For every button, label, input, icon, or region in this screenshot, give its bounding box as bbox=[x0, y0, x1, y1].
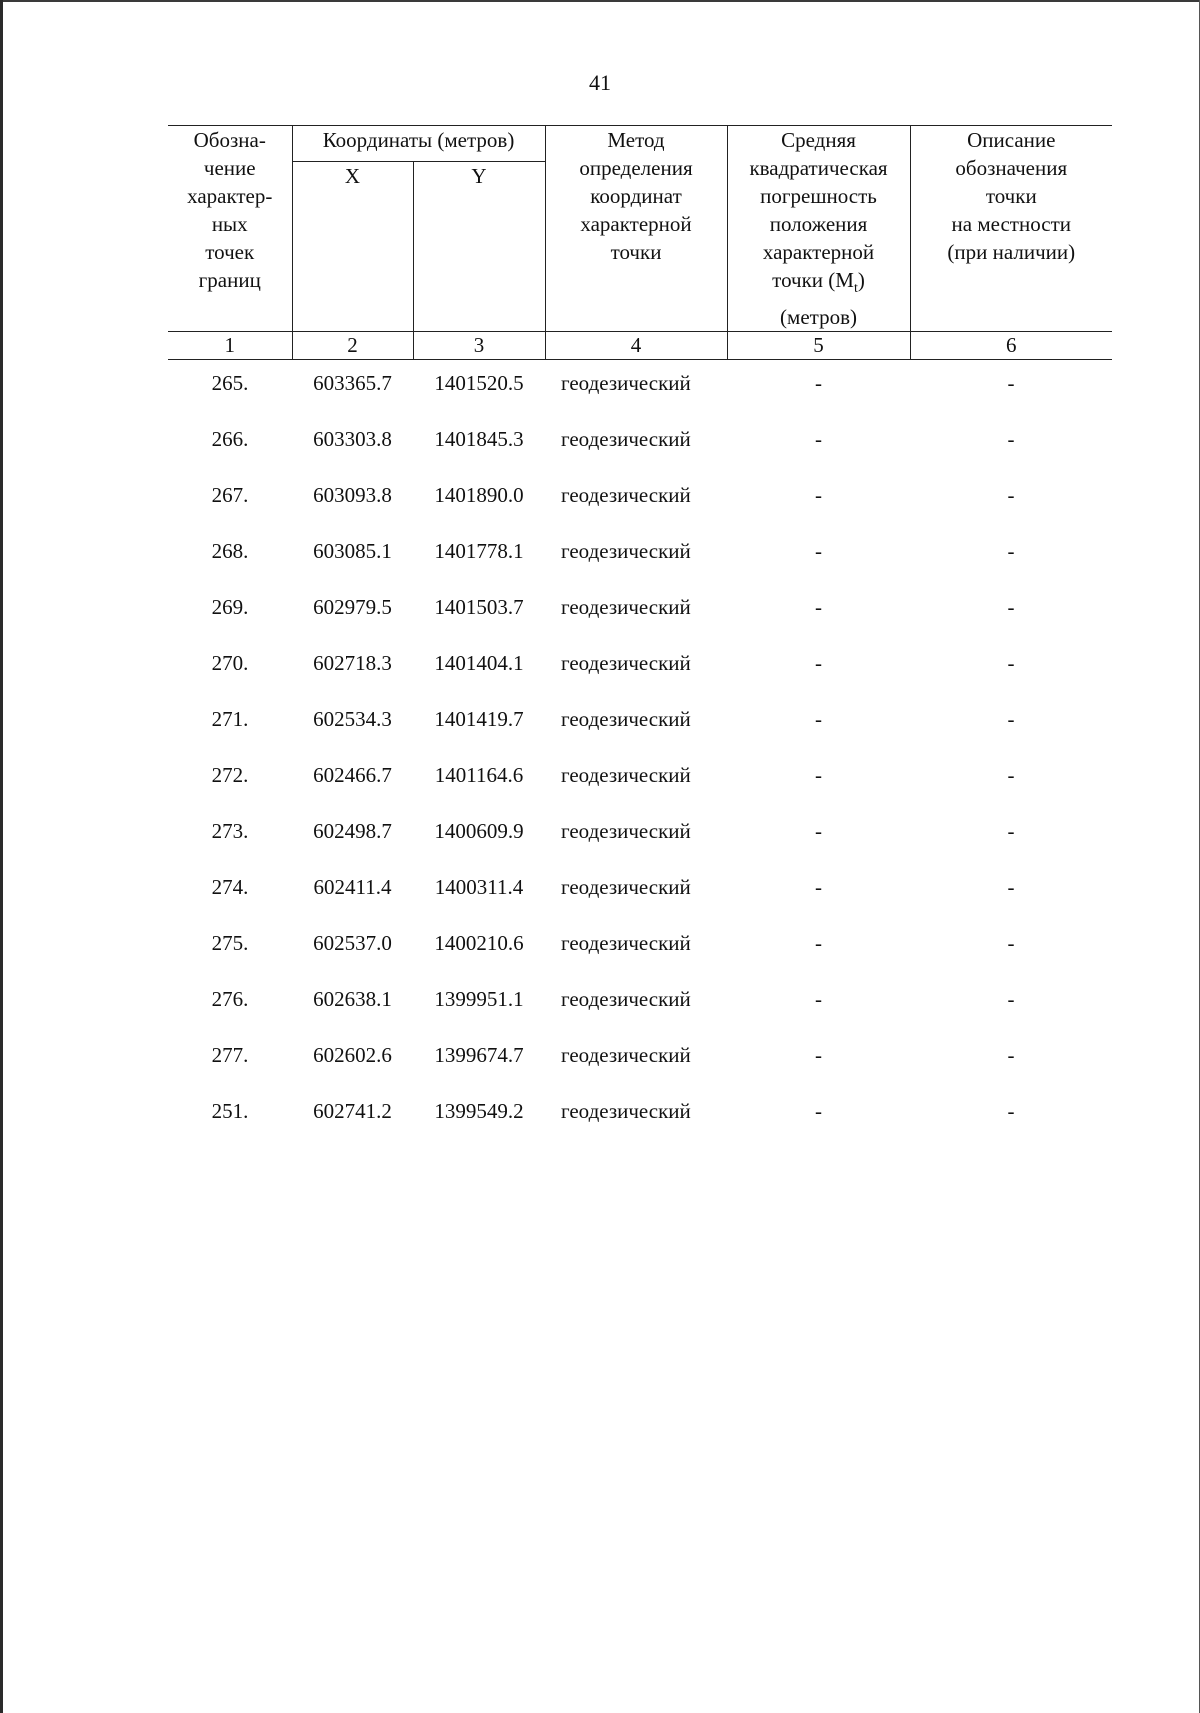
x-cell: 602466.7 bbox=[313, 763, 392, 788]
error-cell: - bbox=[815, 819, 823, 844]
point-cell: 274. bbox=[211, 875, 249, 900]
x-cell: 602638.1 bbox=[313, 987, 392, 1012]
method-cell: геодезический bbox=[561, 1043, 691, 1068]
error-cell: - bbox=[815, 595, 823, 620]
column-number: 5 bbox=[727, 332, 910, 360]
header-error-line: характерной bbox=[762, 240, 875, 264]
point-cell: 271. bbox=[211, 707, 249, 732]
table-row bbox=[168, 528, 1112, 584]
error-cell: - bbox=[815, 987, 823, 1012]
description-cell: - bbox=[1007, 371, 1015, 396]
method-cell: геодезический bbox=[561, 875, 691, 900]
header-error-mt-subscript: t bbox=[853, 281, 858, 297]
y-cell: 1399674.7 bbox=[434, 1043, 524, 1068]
header-point-designation-line: характер- bbox=[187, 184, 273, 208]
header-error-mt-close: ) bbox=[857, 268, 865, 292]
y-cell: 1401520.5 bbox=[434, 371, 524, 396]
y-cell: 1400311.4 bbox=[434, 875, 524, 900]
header-description-line: на местности bbox=[951, 212, 1071, 236]
x-cell: 603093.8 bbox=[313, 483, 392, 508]
table-row bbox=[168, 864, 1112, 920]
y-cell: 1401503.7 bbox=[434, 595, 524, 620]
header-method-line: Метод bbox=[607, 128, 665, 152]
page-number: 41 bbox=[589, 70, 611, 95]
x-cell: 602979.5 bbox=[313, 595, 392, 620]
header-point-designation-line: ных bbox=[211, 212, 248, 236]
y-cell: 1401164.6 bbox=[434, 763, 524, 788]
error-cell: - bbox=[815, 483, 823, 508]
description-cell: - bbox=[1007, 651, 1015, 676]
description-cell: - bbox=[1007, 595, 1015, 620]
error-cell: - bbox=[815, 371, 823, 396]
description-cell: - bbox=[1007, 875, 1015, 900]
scan-edge-top bbox=[0, 0, 1200, 2]
y-cell: 1399951.1 bbox=[434, 987, 524, 1012]
description-cell: - bbox=[1007, 427, 1015, 452]
point-cell: 265. bbox=[211, 371, 249, 396]
header-description-line: точки bbox=[985, 184, 1037, 208]
description-cell: - bbox=[1007, 1043, 1015, 1068]
header-error-line: квадратическая bbox=[749, 156, 888, 180]
point-cell: 273. bbox=[211, 819, 249, 844]
header-error-line: (метров) bbox=[780, 305, 857, 330]
header-point-designation-line: Обозна- bbox=[193, 128, 266, 152]
point-cell: 276. bbox=[211, 987, 249, 1012]
error-cell: - bbox=[815, 427, 823, 452]
point-cell: 270. bbox=[211, 651, 249, 676]
description-cell: - bbox=[1007, 819, 1015, 844]
description-cell: - bbox=[1007, 931, 1015, 956]
header-error bbox=[727, 126, 910, 332]
header-error-line-mt bbox=[728, 266, 910, 303]
table-row bbox=[168, 696, 1112, 752]
header-method-line: координат bbox=[590, 184, 682, 208]
x-cell: 603085.1 bbox=[313, 539, 392, 564]
method-cell: геодезический bbox=[561, 651, 691, 676]
method-cell: геодезический bbox=[561, 707, 691, 732]
y-cell: 1400609.9 bbox=[434, 819, 524, 844]
x-cell: 602741.2 bbox=[313, 1099, 392, 1124]
header-y: Y bbox=[413, 161, 545, 331]
table-row bbox=[168, 640, 1112, 696]
header-point-designation-line: точек bbox=[205, 240, 255, 264]
header-error-line: положения bbox=[769, 212, 868, 236]
method-cell: геодезический bbox=[561, 427, 691, 452]
column-number: 1 bbox=[168, 332, 292, 360]
error-cell: - bbox=[815, 1043, 823, 1068]
y-cell: 1401778.1 bbox=[434, 539, 524, 564]
header-x: X bbox=[292, 161, 413, 331]
description-cell: - bbox=[1007, 539, 1015, 564]
header-point-designation-line: границ bbox=[198, 268, 261, 292]
y-cell: 1401890.0 bbox=[434, 483, 524, 508]
description-cell: - bbox=[1007, 987, 1015, 1012]
x-cell: 602534.3 bbox=[313, 707, 392, 732]
method-cell: геодезический bbox=[561, 539, 691, 564]
table-row bbox=[168, 584, 1112, 640]
table-row bbox=[168, 1088, 1112, 1144]
header-error-mt-text: точки (M bbox=[772, 268, 854, 292]
method-cell: геодезический bbox=[561, 987, 691, 1012]
point-cell: 275. bbox=[211, 931, 249, 956]
x-cell: 602498.7 bbox=[313, 819, 392, 844]
error-cell: - bbox=[815, 875, 823, 900]
point-cell: 266. bbox=[211, 427, 249, 452]
table-row bbox=[168, 1032, 1112, 1088]
method-cell: геодезический bbox=[561, 595, 691, 620]
table-row bbox=[168, 920, 1112, 976]
header-method-line: определения bbox=[579, 156, 693, 180]
error-cell: - bbox=[815, 1099, 823, 1124]
y-cell: 1399549.2 bbox=[434, 1099, 524, 1124]
x-cell: 602411.4 bbox=[313, 875, 392, 900]
table-row bbox=[168, 360, 1112, 417]
description-cell: - bbox=[1007, 483, 1015, 508]
table-row bbox=[168, 808, 1112, 864]
header-method bbox=[545, 126, 727, 332]
description-cell: - bbox=[1007, 707, 1015, 732]
method-cell: геодезический bbox=[561, 819, 691, 844]
method-cell: геодезический bbox=[561, 371, 691, 396]
point-cell: 267. bbox=[211, 483, 249, 508]
header-point-designation bbox=[168, 126, 292, 332]
header-method-line: точки bbox=[610, 240, 662, 264]
point-cell: 272. bbox=[211, 763, 249, 788]
error-cell: - bbox=[815, 763, 823, 788]
x-cell: 603303.8 bbox=[313, 427, 392, 452]
x-cell: 602537.0 bbox=[313, 931, 392, 956]
y-cell: 1400210.6 bbox=[434, 931, 524, 956]
coordinates-table bbox=[168, 125, 1112, 1144]
error-cell: - bbox=[815, 931, 823, 956]
column-number: 6 bbox=[910, 332, 1112, 360]
error-cell: - bbox=[815, 707, 823, 732]
point-cell: 268. bbox=[211, 539, 249, 564]
point-cell: 277. bbox=[211, 1043, 249, 1068]
y-cell: 1401404.1 bbox=[434, 651, 524, 676]
header-description bbox=[910, 126, 1112, 332]
header-point-designation-line: чение bbox=[203, 156, 256, 180]
table-row bbox=[168, 752, 1112, 808]
x-cell: 602718.3 bbox=[313, 651, 392, 676]
table-row bbox=[168, 472, 1112, 528]
x-cell: 602602.6 bbox=[313, 1043, 392, 1068]
scan-edge-left bbox=[0, 0, 3, 1713]
method-cell: геодезический bbox=[561, 763, 691, 788]
table-row bbox=[168, 976, 1112, 1032]
table-row bbox=[168, 416, 1112, 472]
column-number: 4 bbox=[545, 332, 727, 360]
header-error-line: погрешность bbox=[760, 184, 877, 208]
error-cell: - bbox=[815, 539, 823, 564]
description-cell: - bbox=[1007, 763, 1015, 788]
method-cell: геодезический bbox=[561, 1099, 691, 1124]
header-description-line: (при наличии) bbox=[947, 240, 1076, 264]
header-method-line: характерной bbox=[580, 212, 692, 236]
header-description-line: Описание bbox=[967, 128, 1056, 152]
method-cell: геодезический bbox=[561, 931, 691, 956]
error-cell: - bbox=[815, 651, 823, 676]
x-cell: 603365.7 bbox=[313, 371, 392, 396]
point-cell: 251. bbox=[211, 1099, 249, 1124]
y-cell: 1401419.7 bbox=[434, 707, 524, 732]
header-coordinates-group: Координаты (метров) bbox=[292, 126, 545, 162]
column-number: 2 bbox=[292, 332, 413, 360]
column-number: 3 bbox=[413, 332, 545, 360]
table-body bbox=[168, 360, 1112, 1145]
y-cell: 1401845.3 bbox=[434, 427, 524, 452]
method-cell: геодезический bbox=[561, 483, 691, 508]
description-cell: - bbox=[1007, 1099, 1015, 1124]
header-description-line: обозначения bbox=[955, 156, 1068, 180]
header-error-line: Средняя bbox=[781, 128, 856, 152]
point-cell: 269. bbox=[211, 595, 249, 620]
